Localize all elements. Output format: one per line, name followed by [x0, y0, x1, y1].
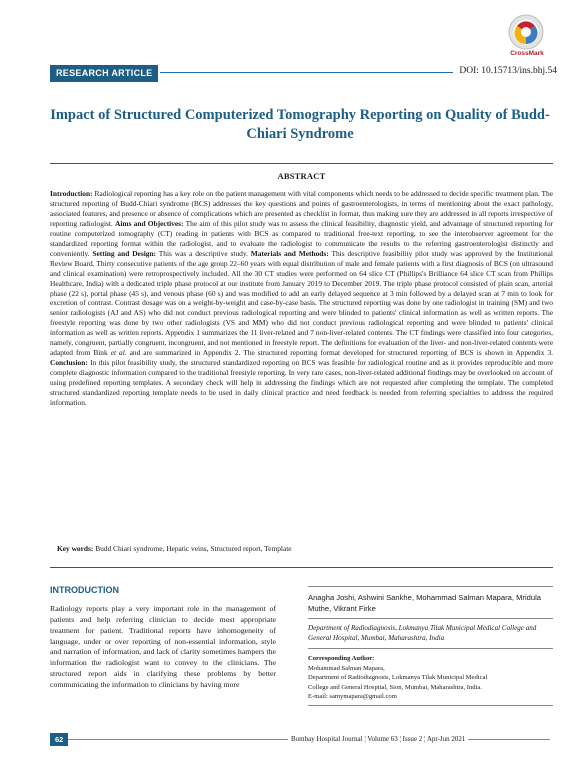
abstract-methods-part2: and are summarized in Appendix 2. The structured reporting format developed for structured reporting of BCS is shown in Appendix 3. — [126, 348, 554, 358]
author-block-divider-bottom — [308, 705, 553, 706]
abstract-methods-etal: et al. — [110, 348, 127, 358]
corresponding-author — [308, 654, 553, 702]
journal-issue: Issue 2 — [402, 735, 423, 743]
abstract-methods-label: Materials and Methods: — [250, 248, 329, 258]
journal-name: Bombay Hospital Journal — [291, 735, 363, 743]
article-type-badge: RESEARCH ARTICLE — [50, 65, 158, 82]
author-names: Anagha Joshi, Ashwini Sankhe, Mohammad Salman Mapara, Mridula Muthe, Vikrant Firke — [308, 593, 541, 613]
corresponding-author-address: College and General Hospital, Sion, Mumbai, Maharashtra, India. — [308, 683, 482, 691]
keywords-label: Key words: — [57, 544, 94, 553]
abstract-setting: This was a descriptive study. — [156, 248, 248, 258]
abstract-introduction-label: Introduction: — [50, 189, 93, 198]
author-affiliation: Department of Radiodiagnosis, Lokmanya Tilak Municipal Medical College and General Hospital, Mumbai, Maharashtra, India — [308, 624, 537, 642]
article-title: Impact of Structured Computerized Tomography Reporting on Quality of Budd-Chiari Syndrome — [50, 107, 550, 142]
journal-date: Apr-Jun 2021 — [426, 735, 466, 743]
page-footer — [50, 733, 550, 746]
journal-info — [288, 733, 468, 746]
abstract-aims: The aim of this pilot study was to assess the clinical feasibility, diagnostic yield, and advantage of structured reporting for routine computerized tomography (CT) reading in patients with BCS as compared to traditional free-text reporting, to see the interobserver agreement for the standardized reporting format within the radiologist, and to evaluate the radiologist to communicate the results to the referring gastroenterologist distinctly and conveniently. — [50, 218, 553, 258]
abstract-conclusion-label: Conclusion: — [50, 358, 88, 368]
corresponding-author-dept: Department of Radiodiagnosis, Lokmanya Tilak Municipal Medical — [308, 674, 488, 681]
footer-separator: ¦ — [364, 735, 366, 743]
abstract-setting-label: Setting and Design: — [92, 248, 157, 258]
introduction-heading: INTRODUCTION — [50, 585, 119, 595]
crossmark-icon[interactable] — [508, 14, 544, 50]
abstract-conclusion: In this pilot feasibility study, the structured standardized reporting on BCS was feasible for radiological routine and as it provides reproducible and more complete diagnostic information compared to the traditional freestyle reporting. In very rare cases, non-liver-related additional findings may be overlooked on account of using predefined reporting templates. A secondary check will help in addressing the findings which are not requested after completing the template. The completed structured standardized reporting template needs to be used in daily clinical practice and need feedback is needed from referring specialties to address the required information. — [50, 358, 553, 408]
corresponding-author-label: Corresponding Author: — [308, 655, 375, 662]
footer-separator: ¦ — [424, 735, 426, 743]
author-block-divider-low — [308, 648, 553, 649]
author-block-divider-mid — [308, 618, 553, 619]
abstract-heading: ABSTRACT — [277, 171, 326, 181]
author-block-divider-top — [308, 586, 553, 587]
abstract-aims-label: Aims and Objectives: — [115, 218, 184, 228]
footer-separator: ¦ — [399, 735, 401, 743]
abstract-methods-part1: This descriptive feasibility pilot study was approved by the Institutional Review Board. Thirty consecutive patients of the age group 22–60 years with equal distribution of male and female patients with a first diagnosis of BCS (on ultrasound and clinical examination) were retroprospectively included. All the 30 CT studies were performed on 64 slice CT (Phillips's Brilliance 64 slice CT scan from Phillips Healthcare, India) with a dedicated triple phase protocol at our institute from January 2019 to December 2019. The triple phase protocol consisted of plain scan, arterial phase (22 s), portal phase (45 s), and venous phase (60 s) and was modified to add an early delayed sequence at 3 min followed by a delayed scan at 7 min to look for excretion of contrast. Contrast dosage was on a weight-by-weight and case-by-case basis. The structured reporting was done by one radiologist in training (SM) and two senior radiologists (AJ and AS) who did not conduct previous radiological reporting and were blinded to patients' clinical information as well as written reports. The freestyle reporting was done by two other radiologists (VS and MM) who did not conduct previous radiological reporting and were blinded to patients' clinical information as well as written reports. Appendix 1 summarizes the 11 liver-related and 7 non-liver-related contents. The CT findings were classified into four categories, namely, congruent, partially congruent, incongruent, and not mentioned in freestyle report. The definitions for evaluation of the liver- and non-liver-related contents were adapted from Bink — [50, 248, 553, 358]
introduction-text: Radiology reports play a very important role in the management of patients and help referring clinician to decide most appropriate treatment for patient. Traditional reports have inhomogeneity of language, under or over reporting of non-essential information, style and narration of information, and lack of clarity sometimes hampers the information the radiologist want to convey to the clinicians. The structured report aids in clarifying these problems by better communicating the information to clinicians by having more — [50, 604, 276, 689]
corresponding-author-name: Mohammad Salman Mapara, — [308, 664, 385, 672]
keywords — [57, 544, 292, 553]
article-type-bar — [0, 62, 587, 84]
abstract-box — [50, 163, 553, 568]
doi-link[interactable]: DOI: 10.15713/ins.bhj.54 — [453, 66, 557, 76]
journal-volume: Volume 63 — [367, 735, 398, 743]
keywords-text: Budd Chiari syndrome, Hepatic veins, Structured report, Template — [93, 544, 292, 553]
abstract-text — [50, 189, 553, 408]
abstract-introduction: Radiological reporting has a key role on the patient management with vital components which needs to be addressed to decide specific treatment plan. The structured reporting of Budd-Chiari syndrome (BCS) addresses the key questions and points of gastroenterologists, in terms of mentioning about the exact pathology, associated features, and presence or absence of complications which are presented as checklist in format, thus making sure they are addressed in all reports irrespective of reporting radiologist. — [50, 189, 553, 228]
corresponding-author-email[interactable]: E-mail: samymapara@gmail.com — [308, 693, 397, 700]
page-number: 62 — [50, 733, 68, 746]
crossmark-label: CrossMark — [510, 50, 544, 57]
